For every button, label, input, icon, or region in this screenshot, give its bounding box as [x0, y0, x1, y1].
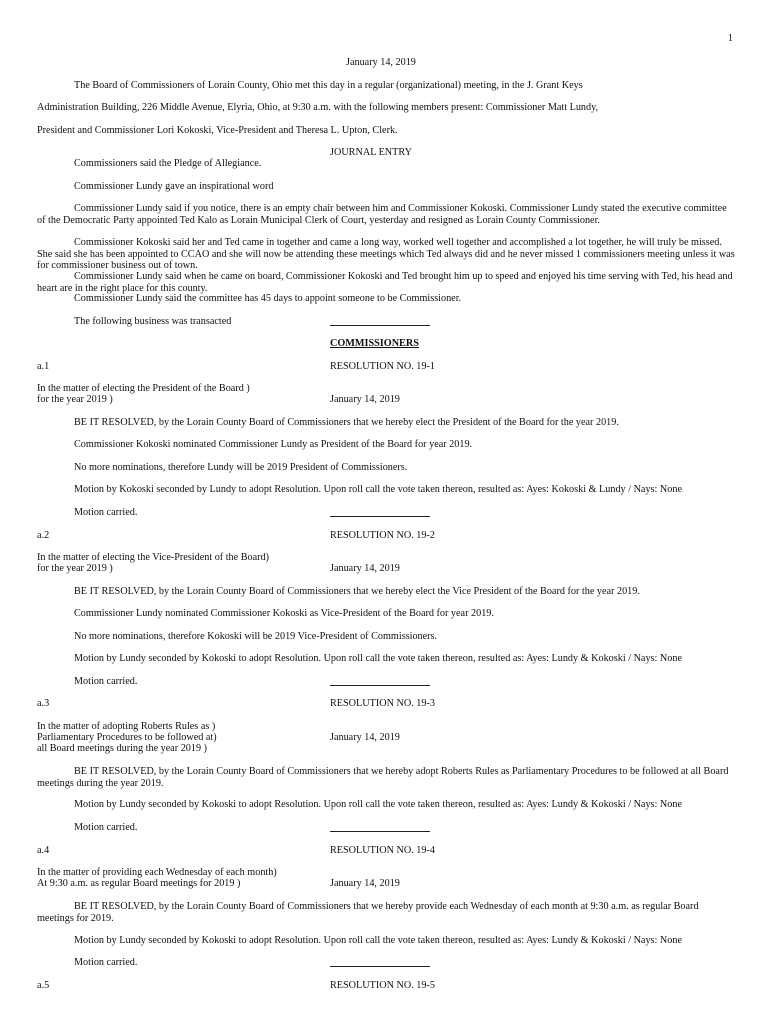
resolution-number: RESOLUTION NO. 19-2	[330, 530, 435, 541]
signature-line	[330, 966, 430, 967]
no-more-text: No more nominations, therefore Kokoski will be 2019 Vice-President of Commissioners.	[74, 631, 438, 642]
resolution-number: RESOLUTION NO. 19-5	[330, 980, 435, 991]
nomination-text: Commissioner Kokoski nominated Commissioner Lundy as President of the Board for year 2019.	[74, 439, 473, 450]
resolution-number: RESOLUTION NO. 19-3	[330, 698, 435, 709]
signature-line	[330, 516, 430, 517]
intro-line-2: Administration Building, 226 Middle Avenue, Elyria, Ohio, at 9:30 a.m. with the following members present: Commissioner Matt Lundy,	[37, 102, 599, 113]
remark-paragraph: Commissioner Kokoski said her and Ted came in together and came a long way, worked well together and accomplished a lot together, he will truly be missed. She said she has been appointed to CCAO and she will now be attending these meetings which Ted always did and he never missed 1 commissioners meeting unless it was for commissioner business out of town.	[37, 237, 735, 271]
motion-text: Motion by Lundy seconded by Kokoski to adopt Resolution. Upon roll call the vote taken thereon, resulted as: Ayes: Lundy & Kokoski / Nays: None	[74, 653, 682, 664]
motion-carried: Motion carried.	[74, 957, 138, 968]
resolution-date: January 14, 2019	[330, 732, 400, 743]
item-number: a.3	[37, 698, 50, 709]
motion-carried: Motion carried.	[74, 507, 138, 518]
motion-carried: Motion carried.	[74, 822, 138, 833]
remark-paragraph: Commissioner Lundy said if you notice, there is an empty chair between him and Commissioner Kokoski. Commissioner Lundy stated the executive committee of the Democratic Party appointed Ted Kalo as Lorain Municipal Clerk of Court, yesterday and resigned as Lorain County Commissioner.	[37, 203, 727, 226]
resolution-date: January 14, 2019	[330, 878, 400, 889]
matter-line: for the year 2019 )	[37, 394, 113, 405]
section-heading: COMMISSIONERS	[330, 338, 419, 349]
no-more-text: No more nominations, therefore Lundy will be 2019 President of Commissioners.	[74, 462, 408, 473]
matter-line: At 9:30 a.m. as regular Board meetings for 2019 )	[37, 878, 241, 889]
nomination-text: Commissioner Lundy nominated Commissioner Kokoski as Vice-President of the Board for year 2019.	[74, 608, 494, 619]
matter-line: In the matter of providing each Wednesday of each month)	[37, 867, 277, 878]
matter-line: all Board meetings during the year 2019 )	[37, 743, 208, 754]
resolved-text: BE IT RESOLVED, by the Lorain County Board of Commissioners that we hereby elect the President of the Board for the year 2019.	[74, 417, 619, 428]
meeting-date: January 14, 2019	[346, 57, 416, 68]
signature-line	[330, 831, 430, 832]
resolution-date: January 14, 2019	[330, 563, 400, 574]
intro-line-1: The Board of Commissioners of Lorain County, Ohio met this day in a regular (organizational) meeting, in the J. Grant Keys	[74, 80, 583, 91]
resolved-text: BE IT RESOLVED, by the Lorain County Board of Commissioners that we hereby provide each Wednesday of each month at 9:30 a.m. as regular Board meetings for 2019.	[37, 901, 699, 924]
remark-paragraph: Commissioner Lundy said when he came on board, Commissioner Kokoski and Ted brought him up to speed and enjoyed his time serving with Ted, his head and heart are in the right place for this county.	[37, 271, 733, 294]
resolved-text: BE IT RESOLVED, by the Lorain County Board of Commissioners that we hereby elect the Vice President of the Board for the year 2019.	[74, 586, 640, 597]
matter-line: In the matter of adopting Roberts Rules as )	[37, 721, 216, 732]
resolved-text: BE IT RESOLVED, by the Lorain County Board of Commissioners that we hereby adopt Roberts Rules as Parliamentary Procedures to be followed at all Board meetings during the year 2019.	[37, 766, 729, 789]
business-transacted: The following business was transacted	[74, 316, 232, 327]
pledge-text: Commissioners said the Pledge of Allegiance.	[74, 158, 262, 169]
page-number: 1	[727, 33, 733, 44]
journal-entry-heading: JOURNAL ENTRY	[330, 147, 412, 158]
motion-carried: Motion carried.	[74, 676, 138, 687]
item-number: a.4	[37, 845, 50, 856]
inspirational-text: Commissioner Lundy gave an inspirational word	[74, 181, 274, 192]
resolution-date: January 14, 2019	[330, 394, 400, 405]
motion-text: Motion by Kokoski seconded by Lundy to adopt Resolution. Upon roll call the vote taken thereon, resulted as: Ayes: Kokoski & Lundy / Nays: None	[74, 484, 682, 495]
remark-paragraph: Commissioner Lundy said the committee has 45 days to appoint someone to be Commissioner.	[74, 293, 462, 304]
item-number: a.1	[37, 361, 50, 372]
item-number: a.2	[37, 530, 50, 541]
motion-text: Motion by Lundy seconded by Kokoski to adopt Resolution. Upon roll call the vote taken thereon, resulted as: Ayes: Lundy & Kokoski / Nays: None	[74, 935, 682, 946]
signature-line	[330, 685, 430, 686]
resolution-number: RESOLUTION NO. 19-1	[330, 361, 435, 372]
matter-line: Parliamentary Procedures to be followed at)	[37, 732, 217, 743]
motion-text: Motion by Lundy seconded by Kokoski to adopt Resolution. Upon roll call the vote taken thereon, resulted as: Ayes: Lundy & Kokoski / Nays: None	[74, 799, 682, 810]
resolution-number: RESOLUTION NO. 19-4	[330, 845, 435, 856]
signature-line	[330, 325, 430, 326]
matter-line: In the matter of electing the President of the Board )	[37, 383, 250, 394]
matter-line: In the matter of electing the Vice-President of the Board)	[37, 552, 270, 563]
matter-line: for the year 2019 )	[37, 563, 113, 574]
item-number: a.5	[37, 980, 50, 991]
intro-line-3: President and Commissioner Lori Kokoski, Vice-President and Theresa L. Upton, Clerk.	[37, 125, 398, 136]
